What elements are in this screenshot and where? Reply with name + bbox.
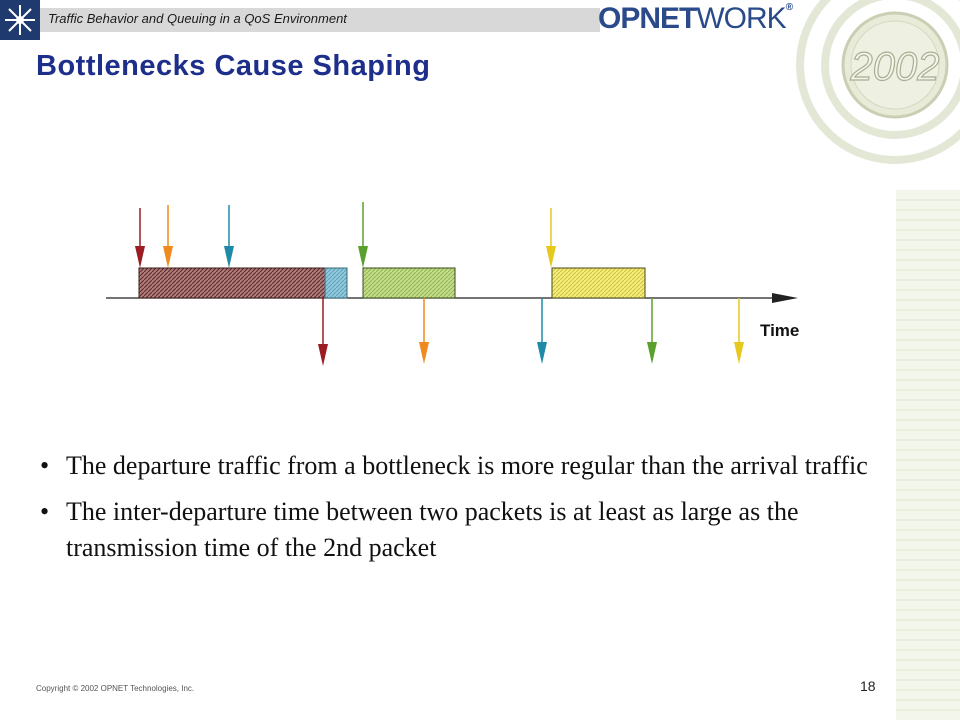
- brand-left: OPNET: [598, 2, 697, 35]
- bullet-dot: •: [40, 451, 50, 480]
- departure-arrow-orange: [419, 298, 429, 364]
- bullet-text: The inter-departure time between two packets is at least as large as the transmission time of the 2nd packet: [66, 497, 799, 562]
- copyright-text: Copyright © 2002 OPNET Technologies, Inc.: [36, 684, 195, 693]
- departure-arrow-teal: [537, 298, 547, 364]
- time-axis-label: Time: [760, 321, 800, 340]
- header-title: Traffic Behavior and Queuing in a QoS Environment: [48, 11, 347, 26]
- bullet-dot: •: [40, 497, 50, 526]
- queue-block-teal: [325, 268, 347, 298]
- departure-arrow-green: [647, 298, 657, 364]
- arrival-arrow-green: [358, 202, 368, 268]
- year-text: 2002: [850, 45, 940, 89]
- arrival-arrow-orange: [163, 205, 173, 268]
- departure-arrow-yellow: [734, 298, 744, 364]
- bullet-item: [40, 448, 880, 484]
- brand-mark: ®: [785, 2, 793, 13]
- arrival-arrow-teal: [224, 205, 234, 268]
- queue-block-green: [363, 268, 455, 298]
- bullet-list: [40, 448, 880, 576]
- departure-arrow-red: [318, 298, 328, 366]
- page-number: 18: [860, 678, 876, 694]
- time-axis-arrowhead: [772, 293, 798, 303]
- brand-right: WORK: [696, 2, 786, 35]
- page-title: Bottlenecks Cause Shaping: [36, 50, 431, 82]
- arrival-arrow-red: [135, 208, 145, 268]
- bullet-item: [40, 494, 880, 566]
- queue-block-yellow: [552, 268, 645, 298]
- queue-block-red: [139, 268, 325, 298]
- bullet-text: The departure traffic from a bottleneck is more regular than the arrival traffic: [66, 451, 868, 480]
- arrival-arrow-yellow: [546, 208, 556, 268]
